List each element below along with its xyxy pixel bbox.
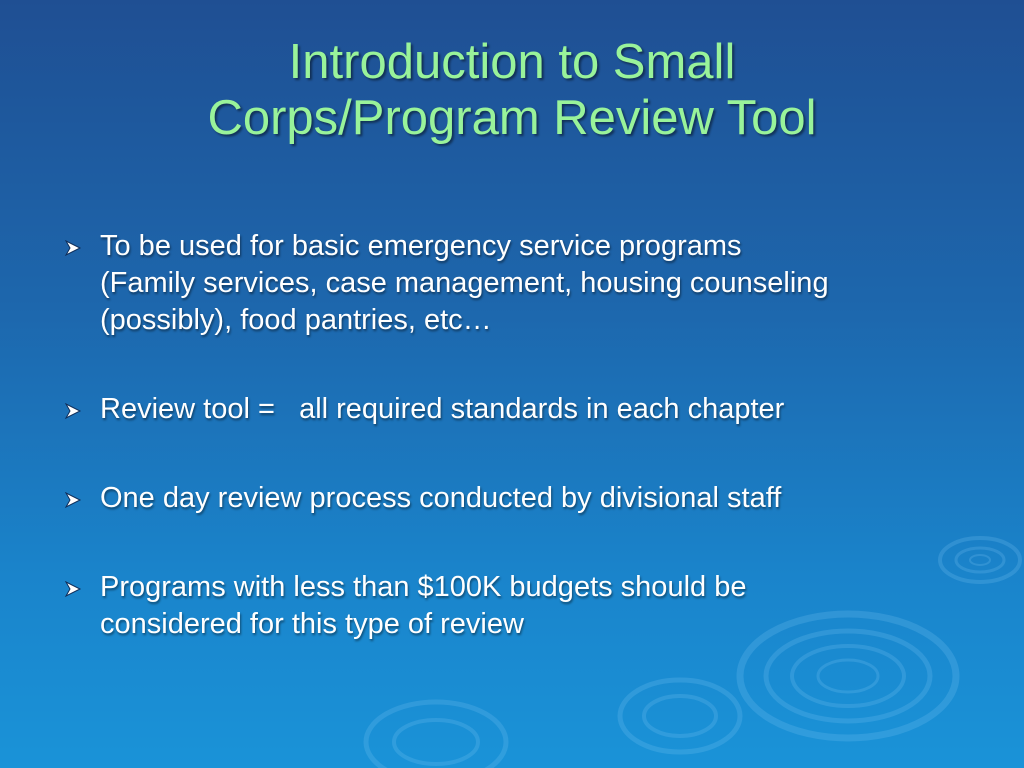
bullet-item	[60, 480, 980, 517]
bullet-line: Review tool = all required standards in each chapter	[100, 393, 785, 425]
bullet-item	[60, 391, 980, 428]
bullet-text	[100, 228, 980, 339]
slide-title-line-2: Corps/Program Review Tool	[207, 91, 817, 145]
bullet-item	[60, 569, 980, 643]
arrowhead-bullet-icon	[64, 403, 82, 419]
arrowhead-bullet-icon	[64, 492, 82, 508]
bullet-line: To be used for basic emergency service programs	[100, 230, 742, 262]
bullet-text	[100, 391, 980, 428]
bullet-item	[60, 228, 980, 339]
slide-title-line-1: Introduction to Small	[288, 35, 736, 89]
slide-title	[40, 34, 984, 146]
bullet-line: Programs with less than $100K budgets should be	[100, 571, 747, 603]
bullet-line: (possibly), food pantries, etc…	[100, 304, 492, 336]
bullet-line: One day review process conducted by divisional staff	[100, 482, 782, 514]
bullet-list	[60, 228, 980, 643]
arrowhead-bullet-icon	[64, 240, 82, 256]
arrowhead-bullet-icon	[64, 581, 82, 597]
bullet-text	[100, 569, 980, 643]
bullet-line: considered for this type of review	[100, 608, 524, 640]
bullet-text	[100, 480, 980, 517]
bullet-line: (Family services, case management, housing counseling	[100, 267, 829, 299]
